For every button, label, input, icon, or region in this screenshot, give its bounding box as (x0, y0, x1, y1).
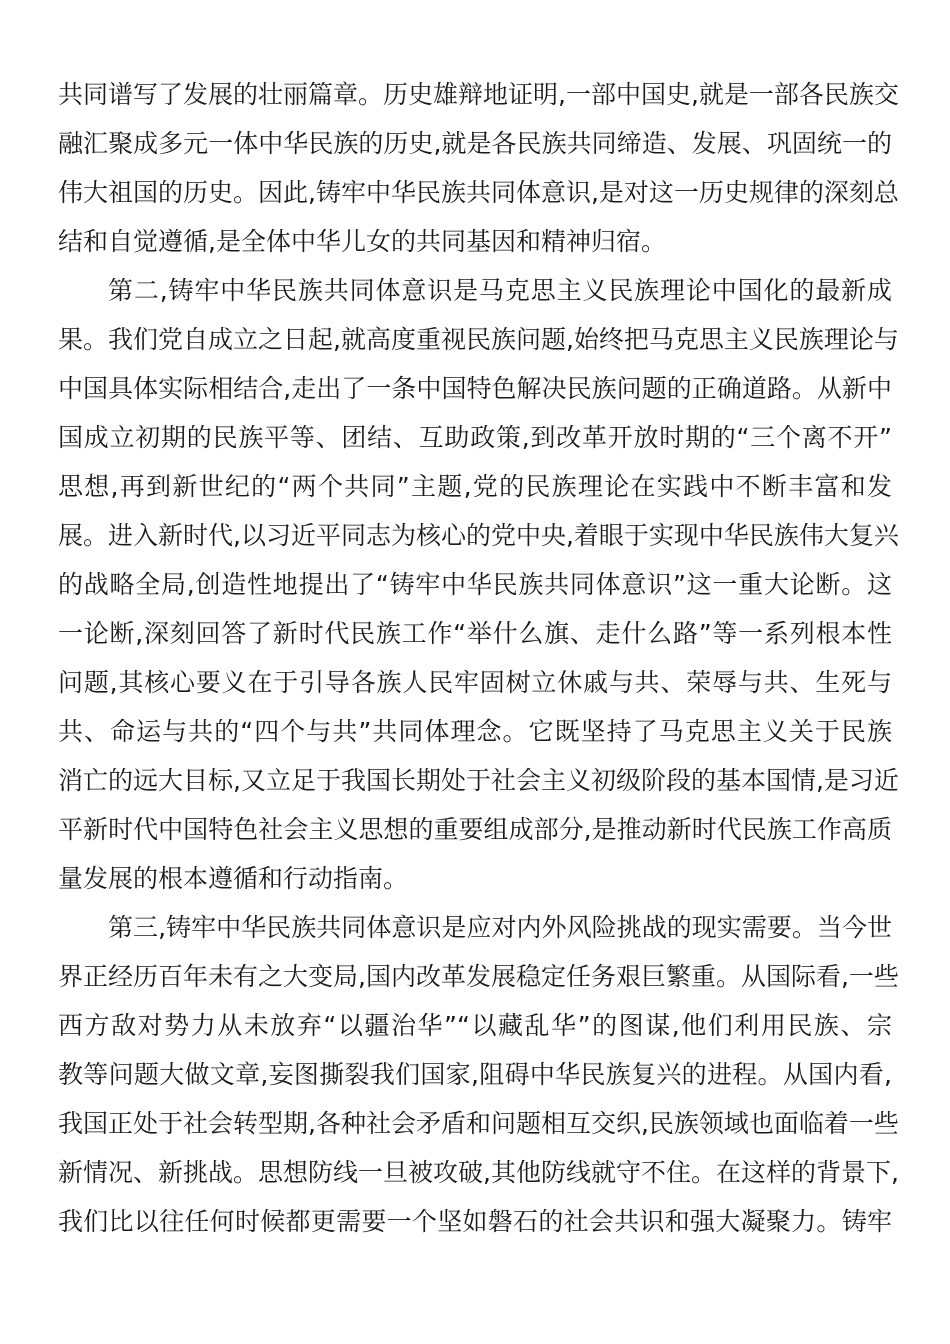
paragraph-1 (58, 70, 899, 266)
text-line: 消亡的远大目标,又立足于我国长期处于社会主义初级阶段的基本国情,是习近 (58, 766, 899, 795)
text-line: 教等问题大做文章,妄图撕裂我们国家,阻碍中华民族复兴的进程。从国内看, (58, 1060, 892, 1089)
text-line: 展。进入新时代,以习近平同志为核心的党中央,着眼于实现中华民族伟大复兴 (58, 521, 899, 550)
text-line: 平新时代中国特色社会主义思想的重要组成部分,是推动新时代民族工作高质 (58, 815, 892, 844)
text-line: 我们比以往任何时候都更需要一个坚如磐石的社会共识和强大凝聚力。铸牢 (58, 1207, 892, 1236)
text-line: 新情况、新挑战。思想防线一旦被攻破,其他防线就守不住。在这样的背景下, (58, 1158, 899, 1187)
text-line: 共、命运与共的“四个与共”共同体理念。它既坚持了马克思主义关于民族 (58, 717, 892, 746)
text-line: 一论断,深刻回答了新时代民族工作“举什么旗、走什么路”等一系列根本性 (58, 619, 892, 648)
text-line: 结和自觉遵循,是全体中华儿女的共同基因和精神归宿。 (58, 227, 666, 256)
text-line: 界正经历百年未有之大变局,国内改革发展稳定任务艰巨繁重。从国际看,一些 (58, 962, 899, 991)
text-line: 量发展的根本遵循和行动指南。 (58, 864, 409, 893)
text-line: 伟大祖国的历史。因此,铸牢中华民族共同体意识,是对这一历史规律的深刻总 (58, 178, 899, 207)
text-line: 果。我们党自成立之日起,就高度重视民族问题,始终把马克思主义民族理论与 (58, 325, 899, 354)
text-line: 国成立初期的民族平等、团结、互助政策,到改革开放时期的“三个离不开” (58, 423, 892, 452)
paragraph-2 (58, 266, 899, 903)
document-page (58, 70, 899, 1246)
text-line: 西方敌对势力从未放弃“以疆治华”“以藏乱华”的图谋,他们利用民族、宗 (58, 1011, 892, 1040)
text-line: 共同谱写了发展的壮丽篇章。历史雄辩地证明,一部中国史,就是一部各民族交 (58, 80, 899, 109)
text-line: 第二,铸牢中华民族共同体意识是马克思主义民族理论中国化的最新成 (108, 276, 892, 305)
text-line: 融汇聚成多元一体中华民族的历史,就是各民族共同缔造、发展、巩固统一的 (58, 129, 892, 158)
text-line: 思想,再到新世纪的“两个共同”主题,党的民族理论在实践中不断丰富和发 (58, 472, 892, 501)
text-line: 第三,铸牢中华民族共同体意识是应对内外风险挑战的现实需要。当今世 (108, 913, 892, 942)
text-line: 问题,其核心要义在于引导各族人民牢固树立休戚与共、荣辱与共、生死与 (58, 668, 892, 697)
text-line: 的战略全局,创造性地提出了“铸牢中华民族共同体意识”这一重大论断。这 (58, 570, 892, 599)
text-line: 中国具体实际相结合,走出了一条中国特色解决民族问题的正确道路。从新中 (58, 374, 892, 403)
paragraph-3 (58, 903, 899, 1246)
text-line: 我国正处于社会转型期,各种社会矛盾和问题相互交织,民族领域也面临着一些 (58, 1109, 899, 1138)
